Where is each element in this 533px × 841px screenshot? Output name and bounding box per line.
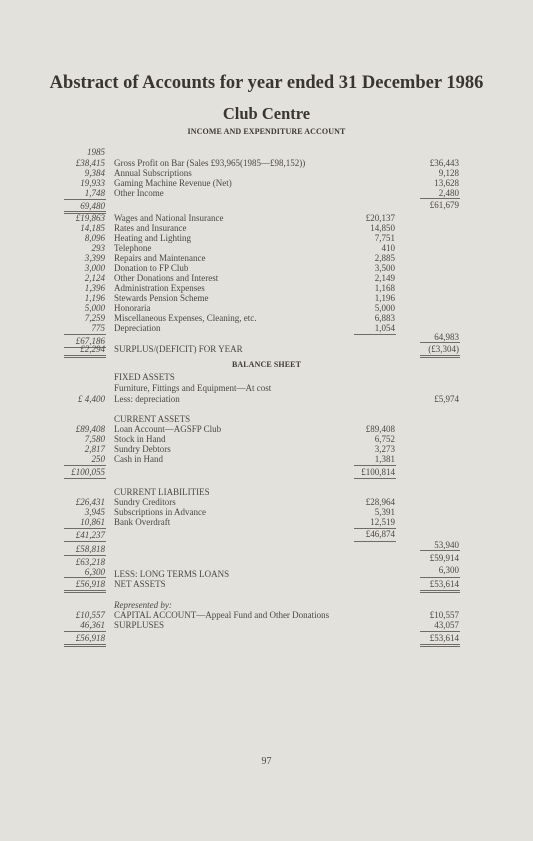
current-value: 9,128 [438,168,459,178]
current-value: 1,381 [374,454,395,464]
prev-value: 9,384 [84,168,105,178]
current-value: 2,149 [374,273,395,283]
current-value: 1,168 [374,283,395,293]
rule [420,592,460,593]
row-label: Stock in Hand [114,434,166,444]
prev-value: 10,861 [80,517,105,527]
capital-value: £10,557 [429,610,459,620]
prev-value: 3,945 [84,507,105,517]
prev-value: 19,933 [80,178,105,188]
prev-value: 8,096 [84,233,105,243]
capital-prev: £10,557 [75,610,105,620]
current-value: 410 [381,243,395,253]
fixed-assets-line: Less: depreciation [114,394,180,404]
page-title: Abstract of Accounts for year ended 31 December 1986 [49,73,484,93]
row-label: Rates and Insurance [114,223,187,233]
income-total: £61,679 [429,200,459,210]
current-value: £20,137 [365,213,395,223]
prev-value: 2,124 [84,273,105,283]
rule [420,550,460,551]
rule [64,541,106,542]
row-label: Telephone [114,243,152,253]
row-label: Bank Overdraft [114,517,171,527]
rule [64,478,106,479]
current-value: £28,964 [365,497,395,507]
prev-value: 14,185 [80,223,105,233]
row-label: Subscriptions in Advance [114,507,206,517]
prev-value: £26,431 [75,497,105,507]
rule [64,644,106,645]
represented-by: Represented by: [114,600,172,610]
rule [64,555,106,556]
row-label: Sundry Debtors [114,444,171,454]
rule [64,334,106,335]
rule [354,478,396,479]
loans-prev: 6,300 [84,567,105,577]
final-total-prev: £56,918 [75,633,105,643]
row-label: Sundry Creditors [114,497,176,507]
gross-prev: £63,218 [75,557,105,567]
rule [420,646,460,647]
row-label: Cash in Hand [114,454,163,464]
row-label: Heating and Lighting [114,233,191,243]
rule [420,342,460,343]
row-label: Repairs and Maintenance [114,253,206,263]
rule [420,198,460,199]
current-value: 3,500 [374,263,395,273]
current-value: 12,519 [370,517,395,527]
loans-label: LESS: LONG TERMS LOANS [114,569,230,579]
loans-value: 6,300 [438,565,459,575]
capital-label: CAPITAL ACCOUNT—Appeal Fund and Other Donations [114,610,330,620]
expense-total-prev: £67,186 [75,336,105,346]
rule [420,355,460,356]
row-label: Miscellaneous Expenses, Cleaning, etc. [114,313,257,323]
prev-value: 1,396 [84,283,105,293]
row-label: Gaming Machine Revenue (Net) [114,178,232,188]
current-liabilities-heading: CURRENT LIABILITIES [114,487,210,497]
row-label: Other Donations and Interest [114,273,219,283]
row-label: Annual Subscriptions [114,168,192,178]
surpluses-prev: 46,361 [80,620,105,630]
prev-value: 3,000 [84,263,105,273]
rule [64,631,106,632]
rule [420,357,460,358]
prev-value: £19,863 [75,213,105,223]
prev-value: 5,000 [84,303,105,313]
year-label: 1985 [87,147,105,157]
row-label: Donation to FP Club [114,263,189,273]
prev-value: 2,817 [84,444,105,454]
rule [354,334,396,335]
fixed-assets-prev: £ 4,400 [78,394,105,404]
rule [64,357,106,358]
net-assets-label: NET ASSETS [114,579,166,589]
rule [64,592,106,593]
rule [64,528,106,529]
rule [420,577,460,578]
current-value: 14,850 [370,223,395,233]
prev-value: 775 [91,323,105,333]
prev-value: 7,259 [84,313,105,323]
prev-value: £38,415 [75,158,105,168]
row-label: Depreciation [114,323,161,333]
rule [420,644,460,645]
current-value: 3,273 [374,444,395,454]
current-value: 1,196 [374,293,395,303]
rule [420,631,460,632]
prev-value: 3,399 [84,253,105,263]
prev-value: 7,580 [84,434,105,444]
rule [64,577,106,578]
income-heading: INCOME AND EXPENDITURE ACCOUNT [187,127,346,136]
rule [354,541,396,542]
prev-value: 1,196 [84,293,105,303]
expense-total: 64,983 [434,332,459,342]
surplus-value: (£3,304) [428,344,459,354]
prev-value: £89,408 [75,424,105,434]
rule [64,199,106,200]
fixed-assets-line: Furniture, Fittings and Equipment—At cost [114,383,272,393]
current-value: 13,628 [434,178,459,188]
fixed-assets-value: £5,974 [434,394,459,404]
current-value: 7,751 [374,233,395,243]
current-value: 1,054 [374,323,395,333]
row-label: Other Income [114,188,164,198]
rule [64,646,106,647]
current-value: 5,000 [374,303,395,313]
current-value: 5,391 [374,507,395,517]
net-assets-value: £53,614 [429,579,459,589]
current-value: 6,883 [374,313,395,323]
prev-value: 250 [91,454,105,464]
surplus-prev: £2,294 [80,344,105,354]
balance-heading: BALANCE SHEET [231,360,302,369]
current-value: £36,443 [429,158,459,168]
surpluses-value: 43,057 [434,620,459,630]
rule [64,465,106,466]
surplus-label: SURPLUS/(DEFICIT) FOR YEAR [114,344,243,354]
prev-value: 1,748 [84,188,105,198]
current-assets-heading: CURRENT ASSETS [114,414,191,424]
current-assets-total-prev: £100,055 [71,467,105,477]
current-assets-total: £100,814 [361,467,395,477]
row-label: Honoraria [114,303,151,313]
prev-value: 293 [91,243,105,253]
net-assets-prev: £56,918 [75,579,105,589]
row-label: Stewards Pension Scheme [114,293,209,303]
row-label: Gross Profit on Bar (Sales £93,965(1985—£98,152)) [114,158,306,168]
rule [64,355,106,356]
net-current-prev: £58,818 [75,544,105,554]
page-number: 97 [261,756,272,767]
rule [354,465,396,466]
net-current: 53,940 [434,540,459,550]
row-label: Administration Expenses [114,283,205,293]
rule [64,211,106,212]
rule [64,590,106,591]
current-value: 2,480 [438,188,459,198]
income-total-prev: 69,480 [80,201,105,211]
fixed-assets-heading: FIXED ASSETS [114,372,175,382]
row-label: Wages and National Insurance [114,213,224,223]
current-liabilities-total-prev: £41,237 [75,530,105,540]
current-liabilities-total: £46,874 [365,529,395,539]
gross-total: £59,914 [429,553,459,563]
final-total: £53,614 [429,633,459,643]
row-label: Loan Account—AGSFP Club [114,424,222,434]
current-value: £89,408 [365,424,395,434]
current-value: 2,885 [374,253,395,263]
rule [420,590,460,591]
surpluses-label: SURPLUSES [114,620,165,630]
current-value: 6,752 [374,434,395,444]
page-subtitle: Club Centre [222,104,311,123]
